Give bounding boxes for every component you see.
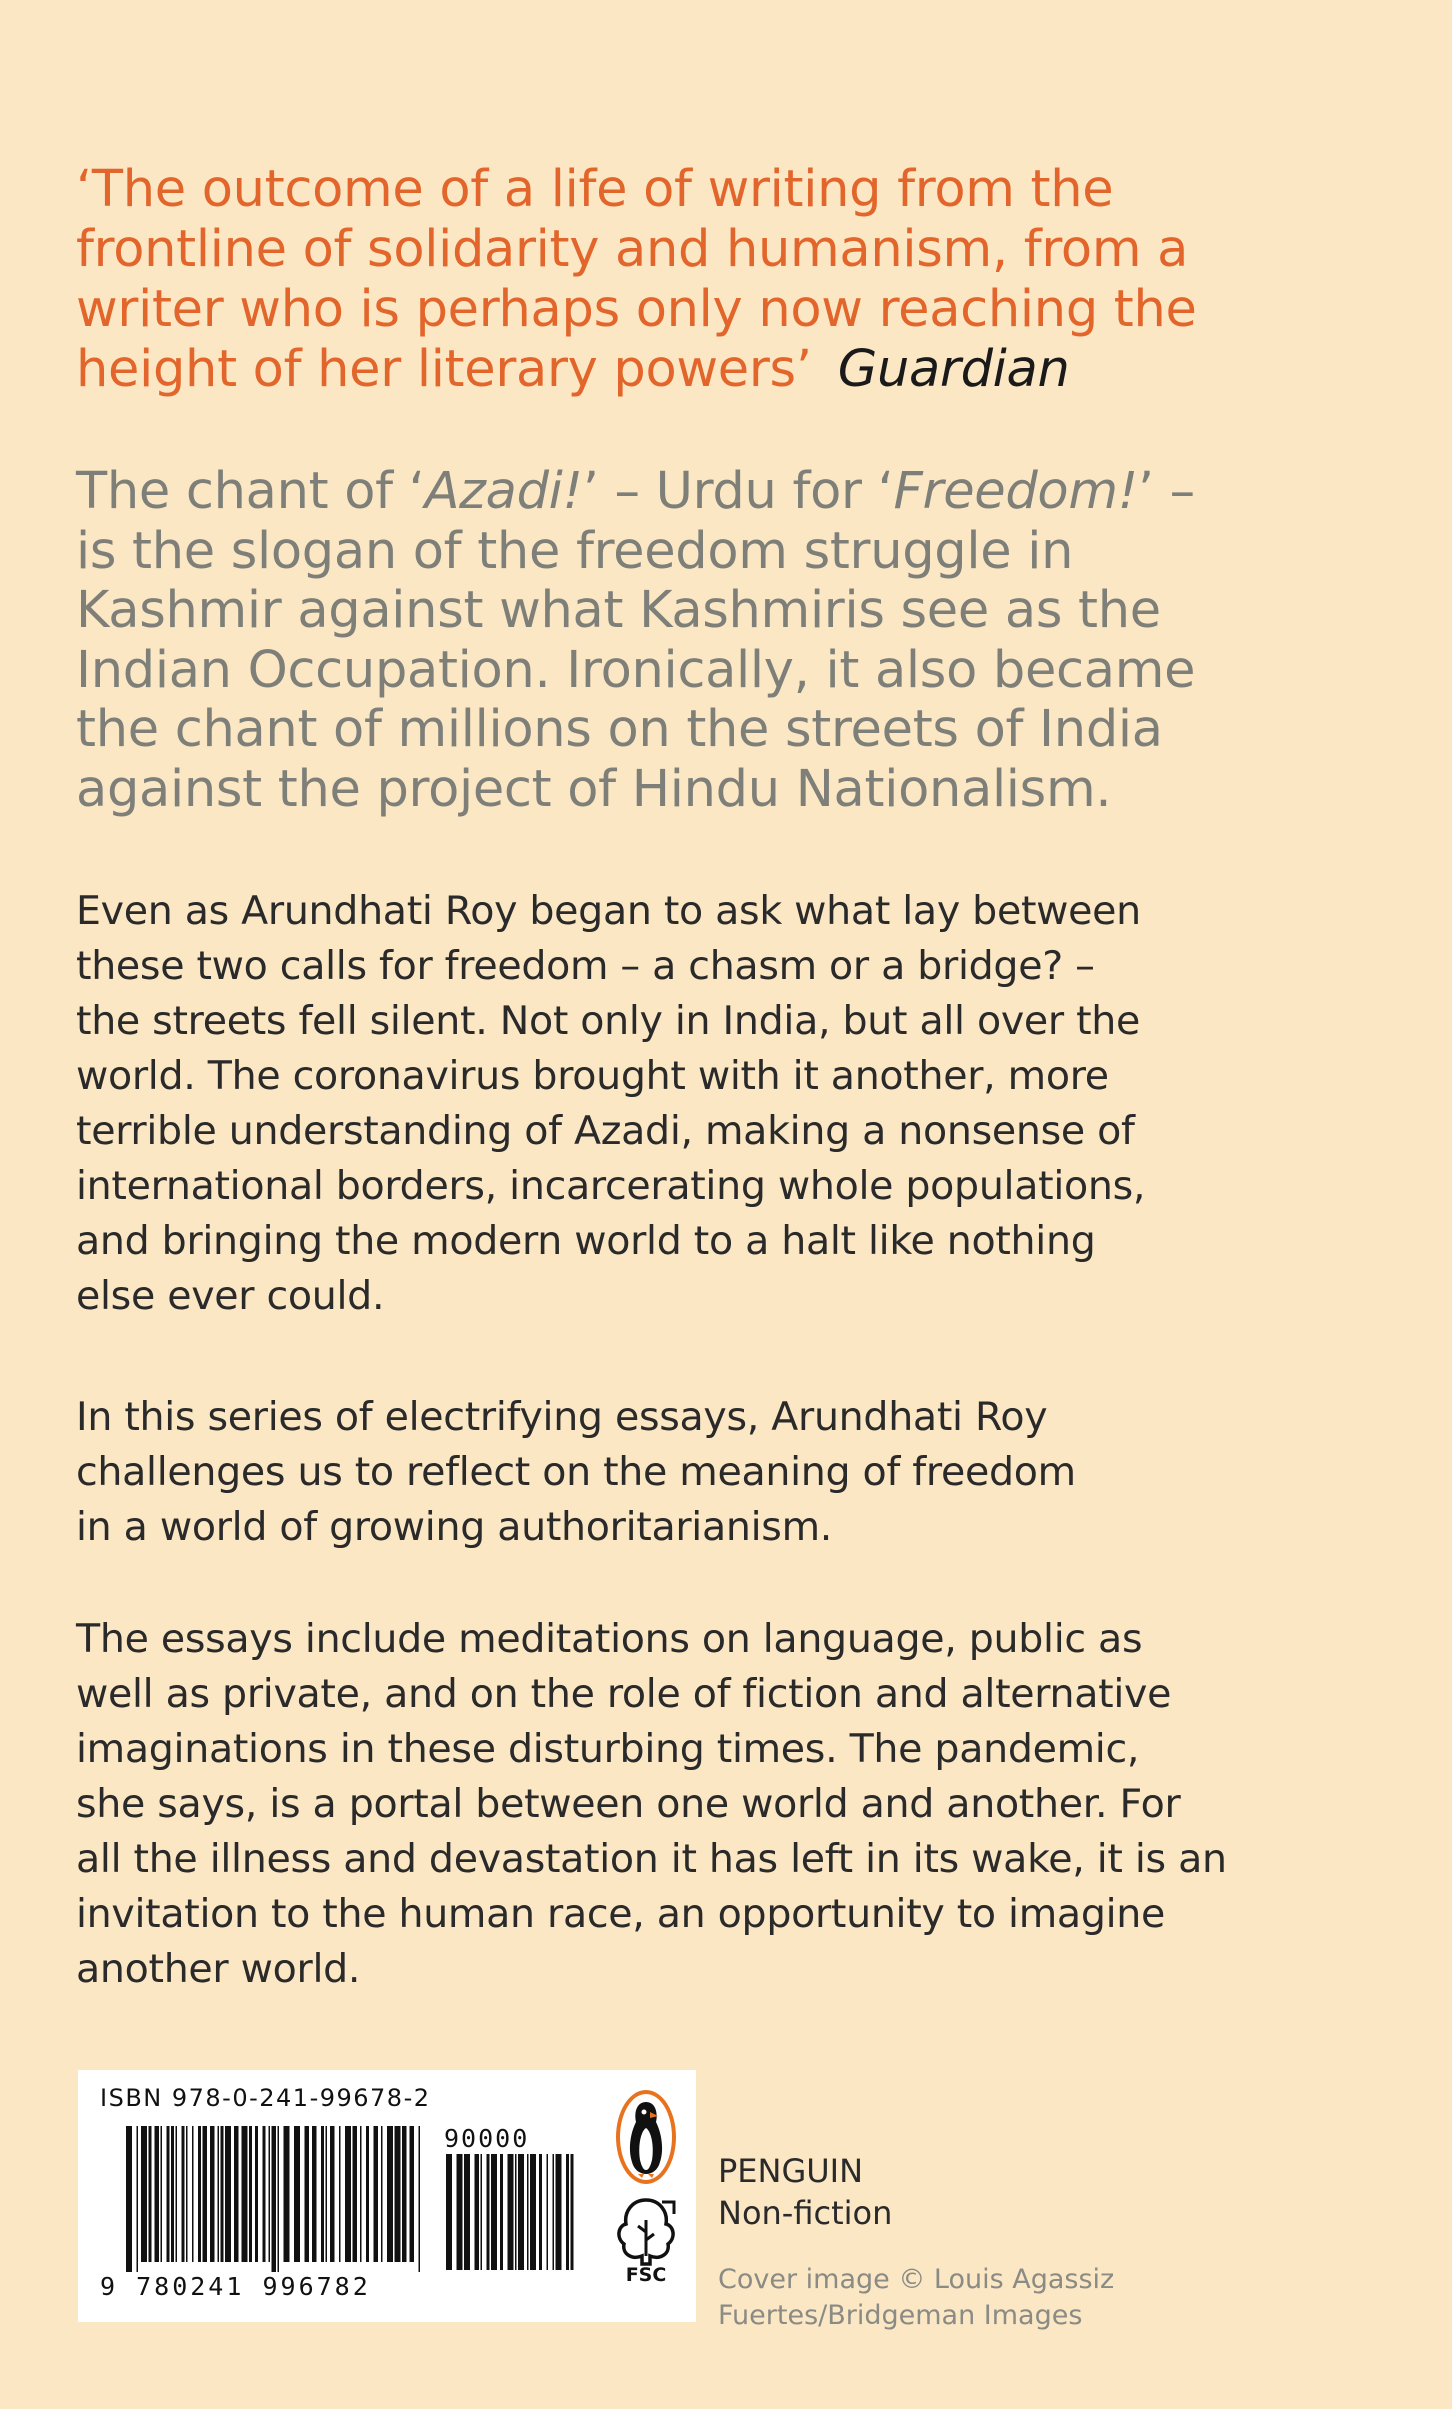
credit-line: Fuertes/Bridgeman Images <box>718 2300 1083 2331</box>
barcode-bar <box>203 2126 208 2262</box>
body-line: In this series of electrifying essays, Arundhati Roy <box>76 1394 1048 1440</box>
body-line: well as private, and on the role of fiction and alternative <box>76 1671 1172 1717</box>
barcode-bar <box>360 2126 362 2262</box>
barcode-bar <box>242 2126 248 2262</box>
body-paragraph <box>76 884 1336 1324</box>
barcode-bar <box>186 2126 188 2262</box>
barcode-icon <box>124 2126 424 2272</box>
lede-emphasis: Azadi! <box>424 462 583 521</box>
lede-text: ’ – <box>1137 462 1195 521</box>
body-paragraph <box>76 1612 1336 1997</box>
lede-text: The chant of ‘ <box>76 462 425 521</box>
lede-emphasis: Freedom! <box>893 462 1138 521</box>
barcode-bar <box>475 2154 480 2270</box>
price-code: 90000 <box>444 2124 530 2153</box>
lede-line: Kashmir against what Kashmiris see as the <box>76 581 1161 640</box>
barcode-bar <box>176 2126 178 2262</box>
publisher-name: PENGUIN <box>718 2152 864 2190</box>
penguin-logo-icon <box>614 2088 678 2186</box>
lede-line: the chant of millions on the streets of India <box>76 700 1163 759</box>
barcode-bar <box>571 2154 574 2270</box>
barcode-bar <box>141 2126 147 2262</box>
barcode-bar <box>556 2154 562 2270</box>
barcode-bar <box>321 2126 324 2262</box>
barcode-panel <box>78 2070 696 2322</box>
body-line: else ever could. <box>76 1273 385 1319</box>
body-line: The essays include meditations on language, public as <box>76 1616 1143 1662</box>
barcode-bar <box>198 2126 201 2262</box>
body-line: challenges us to reflect on the meaning of freedom <box>76 1449 1076 1495</box>
barcode-bar <box>539 2154 542 2270</box>
barcode-digits: 9 780241 996782 <box>100 2272 371 2301</box>
quote-line: writer who is perhaps only now reaching the <box>76 280 1197 339</box>
quote-line-text: height of her literary powers’ <box>76 340 812 399</box>
barcode-bar <box>234 2126 239 2262</box>
lede-line: against the project of Hindu Nationalism. <box>76 759 1112 819</box>
body-line: world. The coronavirus brought with it another, more <box>76 1053 1109 1099</box>
barcode-bar <box>353 2126 358 2262</box>
barcode-bar <box>278 2126 280 2272</box>
barcode-bar <box>167 2126 170 2262</box>
isbn-label: ISBN 978-0-241-99678-2 <box>100 2084 431 2112</box>
barcode-bar <box>527 2154 529 2270</box>
barcode-addon-icon <box>444 2154 578 2270</box>
barcode-bar <box>366 2126 369 2262</box>
body-line: and bringing the modern world to a halt like nothing <box>76 1218 1096 1264</box>
barcode-bar <box>395 2126 401 2262</box>
barcode-bar <box>155 2126 160 2262</box>
barcode-bar <box>149 2126 152 2262</box>
lede-paragraph <box>76 462 1336 819</box>
barcode-bar <box>547 2154 549 2270</box>
barcode-bar <box>553 2154 555 2270</box>
body-line: in a world of growing authoritarianism. <box>76 1504 833 1550</box>
barcode-bar <box>345 2126 351 2262</box>
quote-source: Guardian <box>837 340 1070 399</box>
barcode-bar <box>500 2154 503 2270</box>
credit-line: Cover image © Louis Agassiz <box>718 2264 1115 2295</box>
barcode-bar <box>326 2126 328 2262</box>
barcode-bar <box>137 2126 139 2272</box>
barcode-bar <box>491 2154 497 2270</box>
barcode-bar <box>508 2154 514 2270</box>
barcode-bar <box>566 2154 569 2270</box>
fsc-logo <box>612 2196 680 2288</box>
barcode-bar <box>381 2126 383 2262</box>
barcode-bar <box>221 2126 224 2262</box>
barcode-bar <box>515 2154 517 2270</box>
barcode-bar <box>210 2126 215 2262</box>
barcode-bar <box>518 2154 524 2270</box>
barcode-bar <box>402 2126 407 2262</box>
barcode-bar <box>464 2154 470 2270</box>
barcode-bar <box>171 2126 174 2262</box>
body-line: these two calls for freedom – a chasm or a bridge? – <box>76 943 1095 989</box>
body-line: all the illness and devastation it has left in its wake, it is an <box>76 1836 1227 1882</box>
fsc-label: FSC <box>625 2264 667 2286</box>
barcode-bar <box>339 2126 341 2262</box>
barcode-bar <box>255 2126 258 2262</box>
pull-quote <box>76 160 1316 400</box>
barcode-bar <box>481 2154 483 2270</box>
imprint <box>718 2150 892 2234</box>
barcode-bar <box>225 2126 231 2262</box>
body-line: the streets fell silent. Not only in India, but all over the <box>76 998 1141 1044</box>
body-paragraph <box>76 1390 1336 1555</box>
lede-text: ’ – Urdu for ‘ <box>582 462 894 521</box>
fsc-tree-icon <box>612 2196 680 2266</box>
barcode-bar <box>182 2126 185 2262</box>
body-line: Even as Arundhati Roy began to ask what lay between <box>76 888 1141 934</box>
barcode-bar <box>272 2126 277 2272</box>
barcode-bar <box>446 2154 452 2270</box>
body-line: she says, is a portal between one world and another. For <box>76 1781 1181 1827</box>
barcode-bar <box>161 2126 163 2262</box>
barcode-bar <box>330 2126 335 2262</box>
lede-line: is the slogan of the freedom struggle in <box>76 521 1074 581</box>
barcode-bar <box>374 2126 379 2262</box>
barcode-bar <box>263 2126 266 2262</box>
lede-line: Indian Occupation. Ironically, it also became <box>76 640 1196 700</box>
body-line: another world. <box>76 1946 361 1992</box>
barcode-bar <box>387 2126 393 2262</box>
body-line: invitation to the human race, an opportunity to imagine <box>76 1891 1165 1937</box>
quote-line: ‘The outcome of a life of writing from the <box>76 160 1114 219</box>
barcode-bar <box>269 2126 271 2262</box>
cover-credit <box>718 2262 1114 2334</box>
quote-line <box>76 340 1316 400</box>
barcode-bar <box>192 2126 194 2262</box>
body-line: terrible understanding of Azadi, making a nonsense of <box>76 1108 1135 1154</box>
barcode-bar <box>294 2126 300 2262</box>
barcode-bar <box>457 2154 463 2270</box>
barcode-bar <box>312 2126 317 2262</box>
lede-line <box>76 462 1336 522</box>
body-line: international borders, incarcerating whole populations, <box>76 1163 1146 1209</box>
body-line: imaginations in these disturbing times. The pandemic, <box>76 1726 1140 1772</box>
quote-line: frontline of solidarity and humanism, from a <box>76 220 1189 279</box>
barcode-bar <box>249 2126 252 2262</box>
barcode-bar <box>410 2126 415 2262</box>
barcode-bar <box>487 2154 490 2270</box>
barcode-bar <box>126 2126 132 2272</box>
barcode-bar <box>284 2126 290 2262</box>
category-label: Non-fiction <box>718 2194 893 2232</box>
barcode-bar <box>419 2126 421 2272</box>
barcode-bar <box>305 2126 310 2262</box>
barcode-bar <box>530 2154 536 2270</box>
barcode-bar <box>218 2126 220 2262</box>
